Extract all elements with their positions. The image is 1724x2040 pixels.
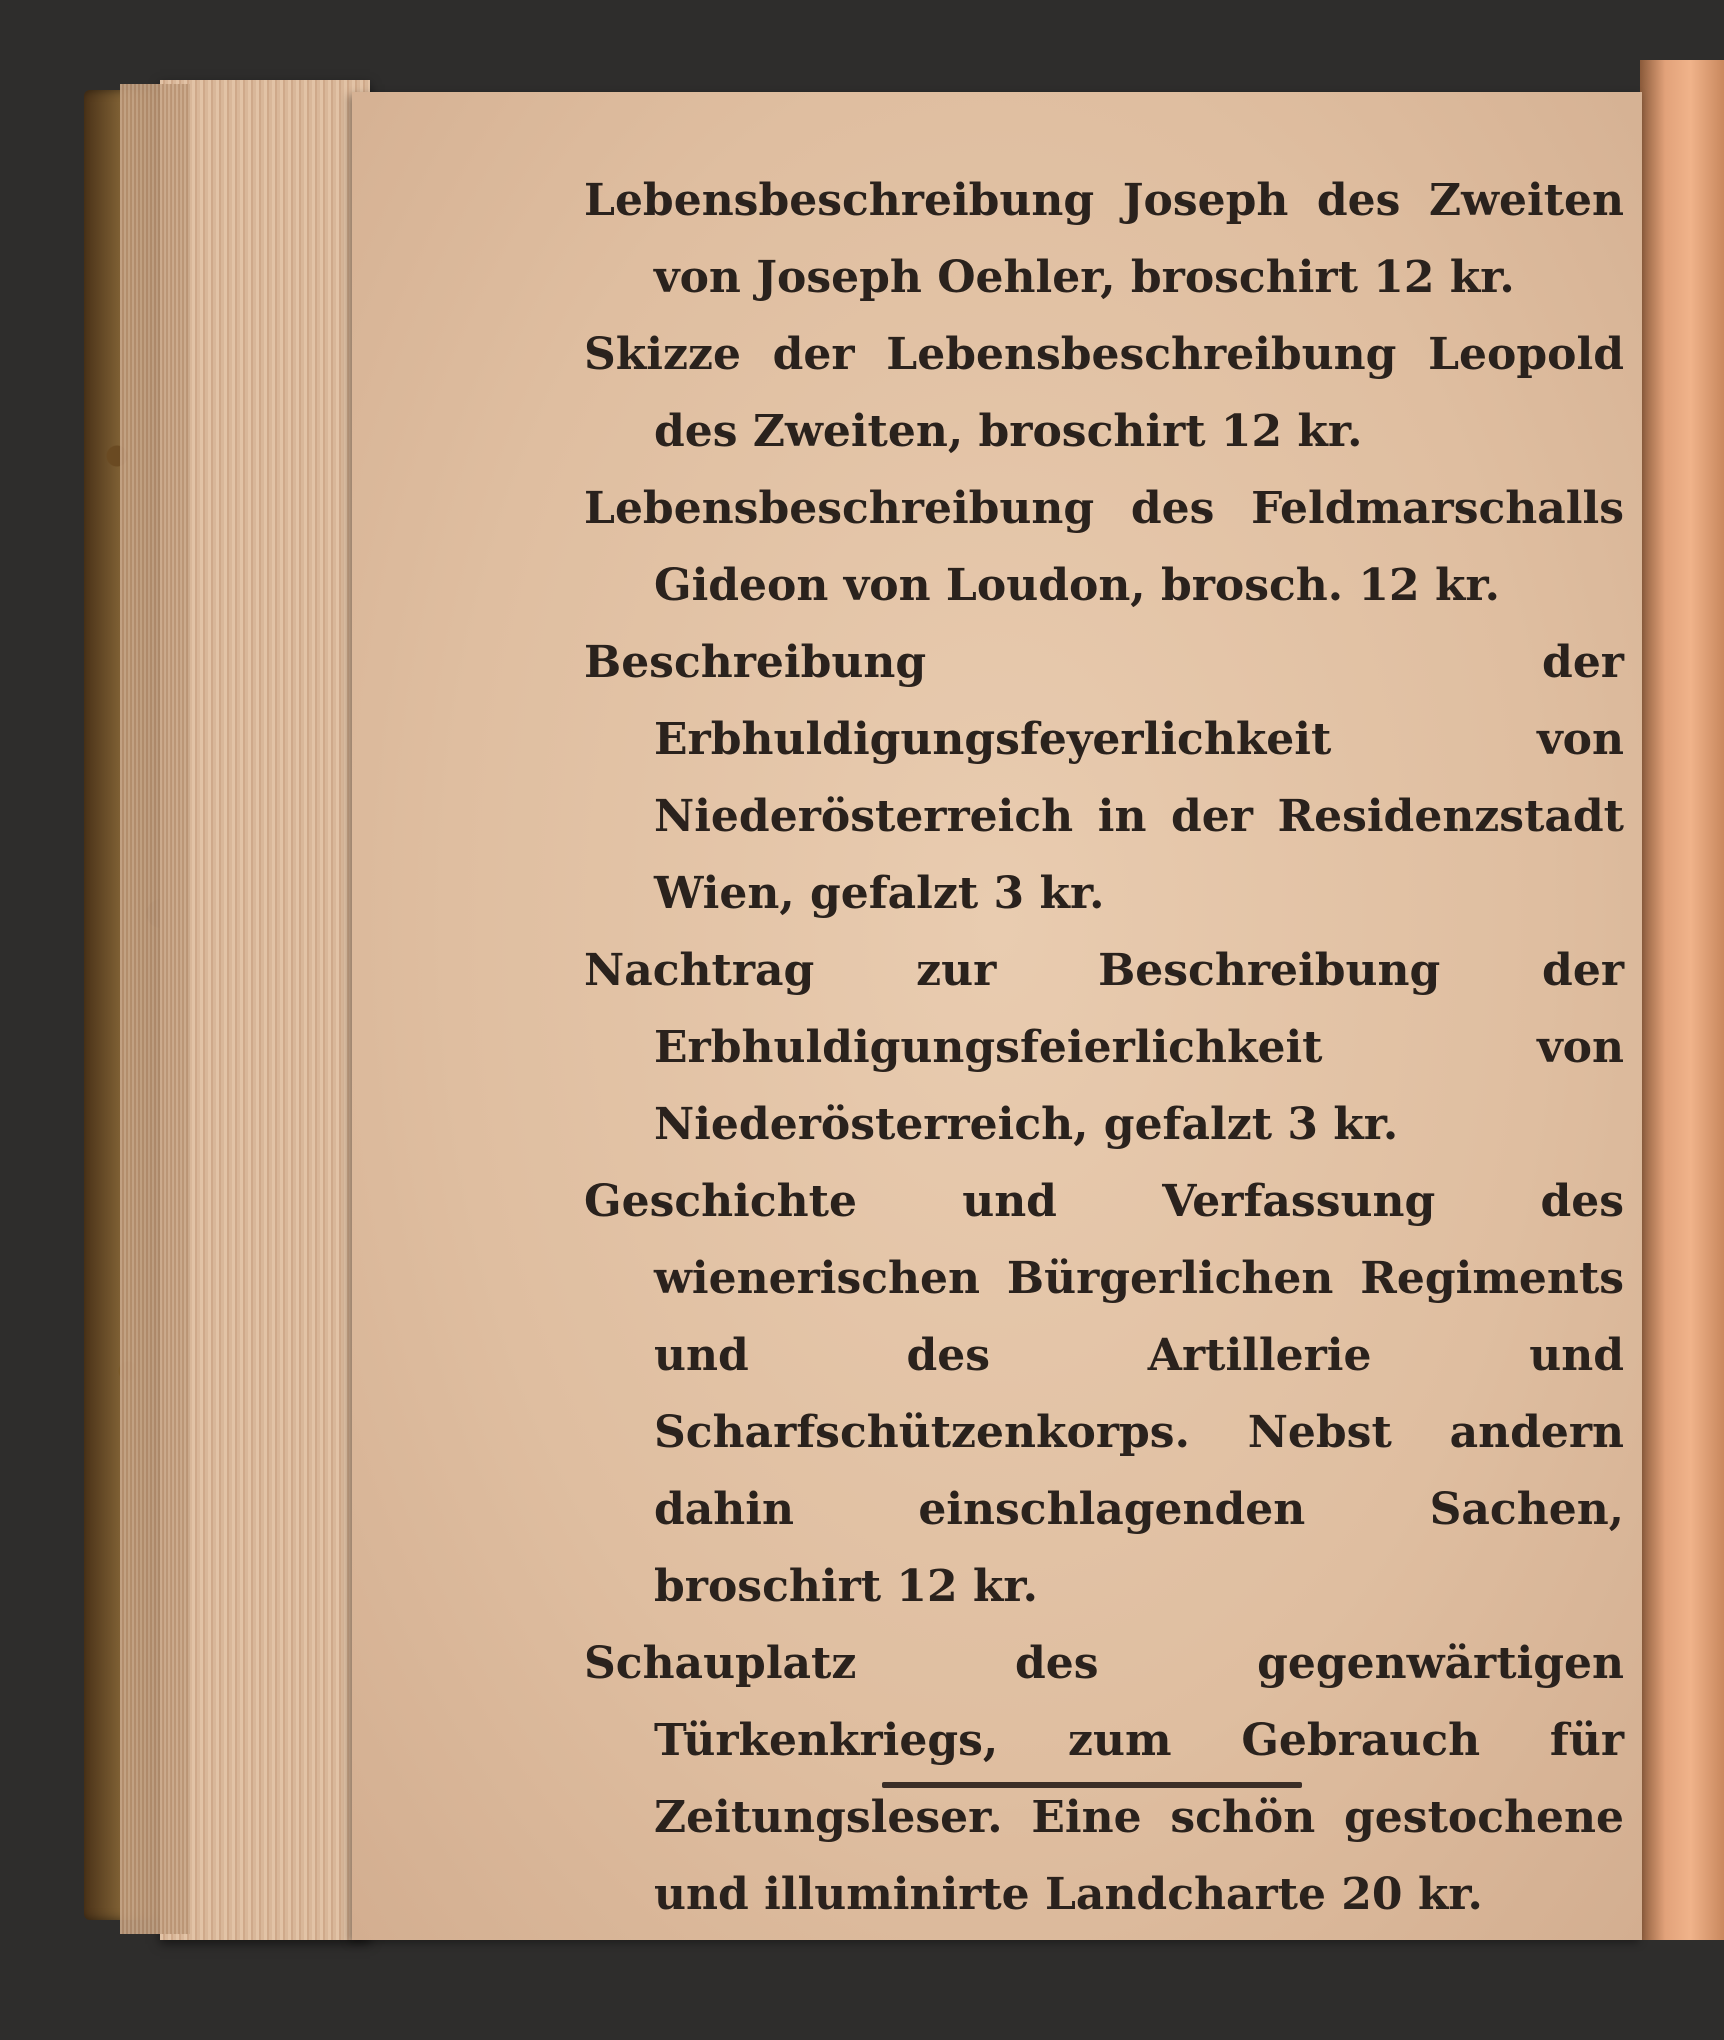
list-item: Lebensbeschreibung Joseph des Zweiten von Joseph Oehler, broschirt 12 kr.: [584, 175, 1624, 303]
book-page: [352, 92, 1642, 1940]
advertisement-list: [584, 162, 1624, 1933]
list-item: Beschreibung der Erbhuldigungsfeyerlichkeit von Niederösterreich in der Residenzstadt Wien, gefalzt 3 kr.: [584, 637, 1624, 919]
facing-page-edge: [1640, 60, 1724, 1940]
end-rule: [882, 1782, 1302, 1788]
list-item: Nachtrag zur Beschreibung der Erbhuldigungsfeierlichkeit von Niederösterreich, gefalzt 3 kr.: [584, 945, 1624, 1150]
cover-inner-edge: [120, 84, 190, 1934]
list-item: Geschichte und Verfassung des wienerischen Bürgerlichen Regiments und des Artillerie und Scharfschützenkorps. Nebst andern dahin einschlagenden Sachen, broschirt 12 kr.: [584, 1176, 1624, 1612]
list-item: Lebensbeschreibung des Feldmarschalls Gideon von Loudon, brosch. 12 kr.: [584, 483, 1624, 611]
list-item: Skizze der Lebensbeschreibung Leopold des Zweiten, broschirt 12 kr.: [584, 329, 1624, 457]
list-item: Schauplatz des gegenwärtigen Türkenkriegs, zum Gebrauch für Zeitungsleser. Eine schön gestochene und illuminirte Landcharte 20 kr.: [584, 1638, 1624, 1920]
page-edges: [160, 80, 370, 1940]
